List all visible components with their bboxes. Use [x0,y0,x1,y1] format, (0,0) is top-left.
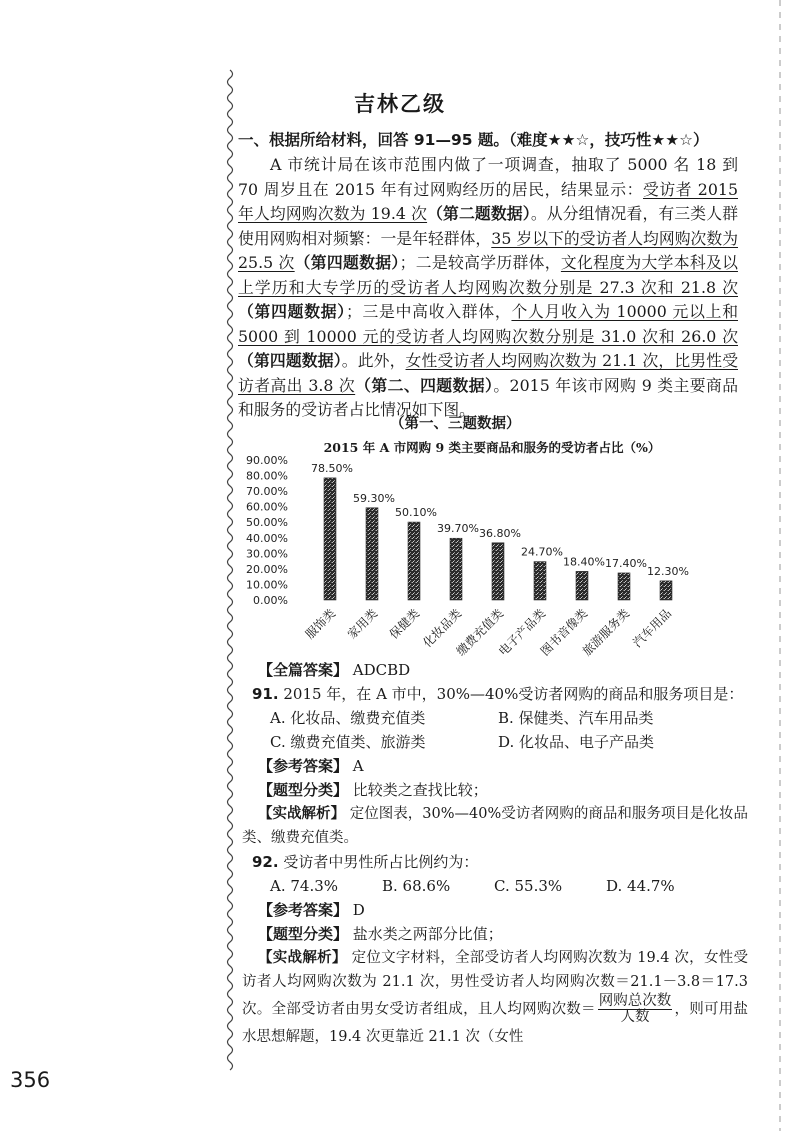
x-category-label: 家用类 [344,606,381,642]
q92-option-c[interactable]: C. 55.3% [494,877,563,895]
q92-option-b[interactable]: B. 68.6% [382,877,451,895]
q91-ref-row [258,754,748,778]
q92-analysis-tail: ，则可用盐水思想解题，19.4 次更靠近 21.1 次（女性 [242,1001,749,1045]
bar-图书音像类 [576,571,588,600]
q91-option-d[interactable]: D. 化妆品、电子产品类 [498,733,655,751]
bar-value-label: 24.70% [521,545,563,559]
full-answer-value: ADCBD [352,661,411,679]
passage-t1: （第二题数据） [427,204,531,223]
q91-analysis [242,802,748,850]
q91-option-c[interactable]: C. 缴费充值类、旅游类 [270,733,426,751]
q92-analysis-text: 定位文字材料，全部受访者人均网购次数为 19.4 次，女性受访者人均网购次数为 21.1 次，男性受访者人均网购次数＝21.1－3.8＝17.3 次。全部受访者由男女受访者组成，且人均网购次数＝ [242,950,748,1018]
y-tick-label: 0.00% [253,594,288,607]
bar-value-label: 17.40% [605,556,647,570]
bar-保健类 [408,522,420,600]
q92-options-row [258,874,748,898]
q92-type-row [258,922,748,946]
passage-s2: 。从分组情况看，有三类人群使用网购相对频繁：一是年轻群体， [238,204,738,248]
bar-value-label: 18.40% [563,555,605,569]
q91-options-row-2 [258,730,748,754]
q91-ref-answer: A [352,757,364,775]
fraction [598,994,673,1025]
x-category-label: 保健类 [386,606,423,642]
x-category-label: 汽车用品 [630,606,675,651]
passage-u2: 35 岁以下的受访者人均网购次数为 25.5 次 [238,228,738,272]
q92-type-label: 【题型分类】 [258,925,349,943]
bar-电子产品类 [534,562,546,600]
full-answer-label: 【全篇答案】 [258,661,349,679]
y-tick-label: 70.00% [246,485,288,499]
bar-value-label: 36.80% [479,526,521,540]
x-category-label: 旅游服务类 [579,606,633,659]
passage-u4: 个人月收入为 10000 元以上和 5000 到 10000 元的受访者人均网购次数分别是 31.0 次和 26.0 次 [238,302,738,346]
left-margin-wavy-line [224,70,236,1070]
bar-缴费充值类 [492,543,504,600]
passage-u1: 受访者 2015 年人均网购次数为 19.4 次 [238,179,738,223]
fraction-denominator: 人数 [620,1009,650,1025]
q91-ref-label: 【参考答案】 [258,757,349,775]
passage-paragraph [238,153,738,423]
full-answer-row [258,658,748,682]
x-category-label: 缴费充值类 [453,606,507,659]
bar-value-label: 50.10% [395,506,437,520]
bar-汽车用品 [660,581,672,600]
q92-text: 受访者中男性所占比例约为： [283,853,479,871]
q92-analysis-label: 【实战解析】 [258,950,347,966]
y-tick-label: 60.00% [246,500,288,514]
x-category-label: 化妆品类 [420,606,465,651]
bar-value-label: 78.50% [311,461,353,475]
right-edge-dashed-line [778,0,782,1131]
y-tick-label: 20.00% [246,562,288,576]
bar-家用类 [366,508,378,600]
y-tick-label: 30.00% [246,547,288,561]
passage-u3: 文化程度为大学本科及以上学历和大专学历的受访者人均网购次数分别是 27.3 次和 21.8 次 [238,253,738,297]
y-tick-label: 40.00% [246,531,288,545]
q91-text: 2015 年，在 A 市中，30%—40%受访者网购的商品和服务项目是： [283,685,744,703]
q91-type-row [258,778,748,802]
q92-ref-label: 【参考答案】 [258,901,349,919]
answers-block [242,658,749,1049]
x-category-label: 服饰类 [302,606,339,642]
q91-option-a[interactable]: A. 化妆品、缴费充值类 [270,709,426,727]
page-number: 356 [10,1068,51,1092]
passage-s1: A 市统计局在该市范围内做了一项调查，抽取了 5000 名 18 到 70 周岁且在 2015 年有过网购经历的居民，结果显示： [238,155,738,199]
page-title: 吉林乙级 [354,92,446,116]
passage-t5: （第二、四题数据） [355,375,494,395]
chart-source-tag: （第一、三题数据） [390,416,521,432]
passage-s3: ；二是较高学历群体， [399,253,561,272]
x-category-label: 电子产品类 [495,606,549,659]
q91-option-b[interactable]: B. 保健类、汽车用品类 [498,709,654,727]
fraction-numerator: 网购总次数 [598,993,672,1009]
bar-chart [246,450,712,659]
y-tick-label: 80.00% [246,469,288,483]
q92-stem [252,850,748,874]
bar-value-label: 39.70% [437,522,479,536]
passage-t3: （第四题数据） [238,302,346,321]
q92-option-a[interactable]: A. 74.3% [270,877,339,895]
q92-ref-answer: D [352,901,365,919]
q91-stem [252,682,748,706]
section-heading: 一、根据所给材料，回答 91—95 题。（难度★★☆，技巧性★★☆） [238,131,709,149]
passage-s4: ；三是中高收入群体， [345,302,512,321]
y-tick-label: 90.00% [246,454,288,467]
q92-type-value: 盐水类之两部分比值； [352,925,503,943]
q92-analysis [242,946,748,1049]
passage-u5: 女性受访者人均网购次数为 21.1 次，比男性受访者高出 3.8 次 [238,351,738,395]
q91-type-label: 【题型分类】 [258,781,349,799]
bar-服饰类 [324,478,336,600]
passage-s5: 。此外， [341,351,406,370]
y-tick-label: 10.00% [246,578,288,592]
bar-化妆品类 [450,538,462,600]
y-tick-label: 50.00% [246,516,288,530]
q91-analysis-label: 【实战解析】 [258,806,346,822]
passage-t4: （第四题数据） [238,351,342,370]
q92-option-d[interactable]: D. 44.7% [606,877,675,895]
passage-block [238,128,738,423]
q91-options-row-1 [258,706,748,730]
chart-title: 2015 年 A 市网购 9 类主要商品和服务的受访者占比（%） [323,440,661,455]
q91-number: 91. [252,685,279,703]
bar-value-label: 12.30% [647,564,689,578]
x-category-label: 图书音像类 [537,606,591,659]
passage-t2: （第四题数据） [294,253,400,272]
q91-analysis-text: 定位图表，30%—40%受访者网购的商品和服务项目是化妆品类、缴费充值类。 [242,806,748,846]
passage-s6: 。2015 年该市网购 9 类主要商品和服务的受访者占比情况如下图。 [238,375,739,419]
q92-ref-row [258,898,748,922]
bar-旅游服务类 [618,573,630,600]
q92-number: 92. [252,853,279,871]
bar-value-label: 59.30% [353,491,395,505]
q91-type-value: 比较类之查找比较； [352,781,488,799]
